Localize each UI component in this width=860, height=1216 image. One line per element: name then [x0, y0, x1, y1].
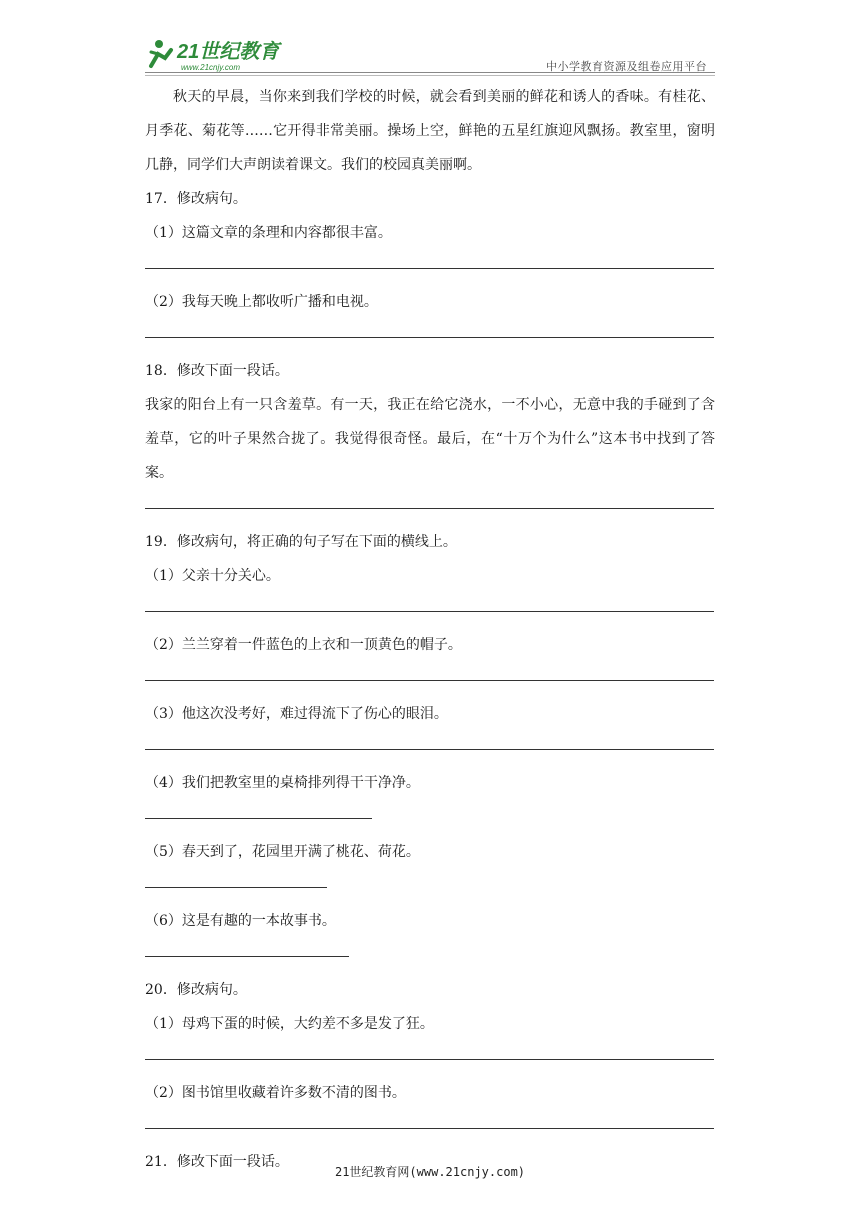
- q19-item-5: （5）春天到了，花园里开满了桃花、荷花。: [145, 844, 420, 860]
- page-header: [145, 34, 715, 74]
- logo-subtext: www.21cnjy.com: [181, 63, 240, 72]
- q19-item-4: （4）我们把教室里的桌椅排列得干干净净。: [145, 775, 420, 791]
- q20-item-2: （2）图书馆里收藏着许多数不清的图书。: [145, 1085, 406, 1101]
- q17-item-2: （2）我每天晚上都收听广播和电视。: [145, 294, 378, 310]
- q20-title: 20．修改病句。: [145, 982, 247, 998]
- answer-line[interactable]: [145, 680, 714, 681]
- q21-title: 21．修改下面一段话。: [145, 1154, 289, 1170]
- header-divider: [145, 72, 715, 73]
- header-divider-secondary: [145, 75, 715, 76]
- answer-line[interactable]: [145, 1059, 714, 1060]
- q19-item-2: （2）兰兰穿着一件蓝色的上衣和一顶黄色的帽子。: [145, 637, 462, 653]
- q17-item-1: （1）这篇文章的条理和内容都很丰富。: [145, 225, 392, 241]
- answer-line[interactable]: [145, 337, 714, 338]
- answer-line[interactable]: [145, 268, 714, 269]
- answer-line[interactable]: [145, 1128, 714, 1129]
- page-content: [145, 80, 715, 1179]
- q19-item-1: （1）父亲十分关心。: [145, 568, 280, 584]
- answer-line[interactable]: [145, 611, 714, 612]
- q20-item-1: （1）母鸡下蛋的时候，大约差不多是发了狂。: [145, 1016, 434, 1032]
- answer-line[interactable]: [145, 508, 714, 509]
- q17-title: 17．修改病句。: [145, 191, 247, 207]
- q19-item-3: （3）他这次没考好，难过得流下了伤心的眼泪。: [145, 706, 448, 722]
- q19-item-6: （6）这是有趣的一本故事书。: [145, 913, 336, 929]
- site-logo: [145, 36, 285, 72]
- platform-name: 中小学教育资源及组卷应用平台: [546, 60, 707, 73]
- q19-title: 19．修改病句，将正确的句子写在下面的横线上。: [145, 534, 457, 550]
- q18-text: 我家的阳台上有一只含羞草。有一天，我正在给它浇水，一不小心，无意中我的手碰到了含羞草，它的叶子果然合拢了。我觉得很奇怪。最后，在“十万个为什么”这本书中找到了答案。: [145, 397, 715, 481]
- passage-text: 秋天的早晨，当你来到我们学校的时候，就会看到美丽的鲜花和诱人的香味。有桂花、月季花、菊花等……它开得非常美丽。操场上空，鲜艳的五星红旗迎风飘扬。教室里，窗明几静，同学们大声朗读着课文。我们的校园真美丽啊。: [145, 89, 715, 173]
- answer-line[interactable]: [145, 818, 372, 819]
- answer-line[interactable]: [145, 956, 349, 957]
- page-footer: 21世纪教育网(www.21cnjy.com): [334, 1165, 526, 1179]
- q18-title: 18．修改下面一段话。: [145, 363, 289, 379]
- answer-line[interactable]: [145, 749, 714, 750]
- logo-text: 21世纪教育: [177, 41, 280, 63]
- answer-line[interactable]: [145, 887, 327, 888]
